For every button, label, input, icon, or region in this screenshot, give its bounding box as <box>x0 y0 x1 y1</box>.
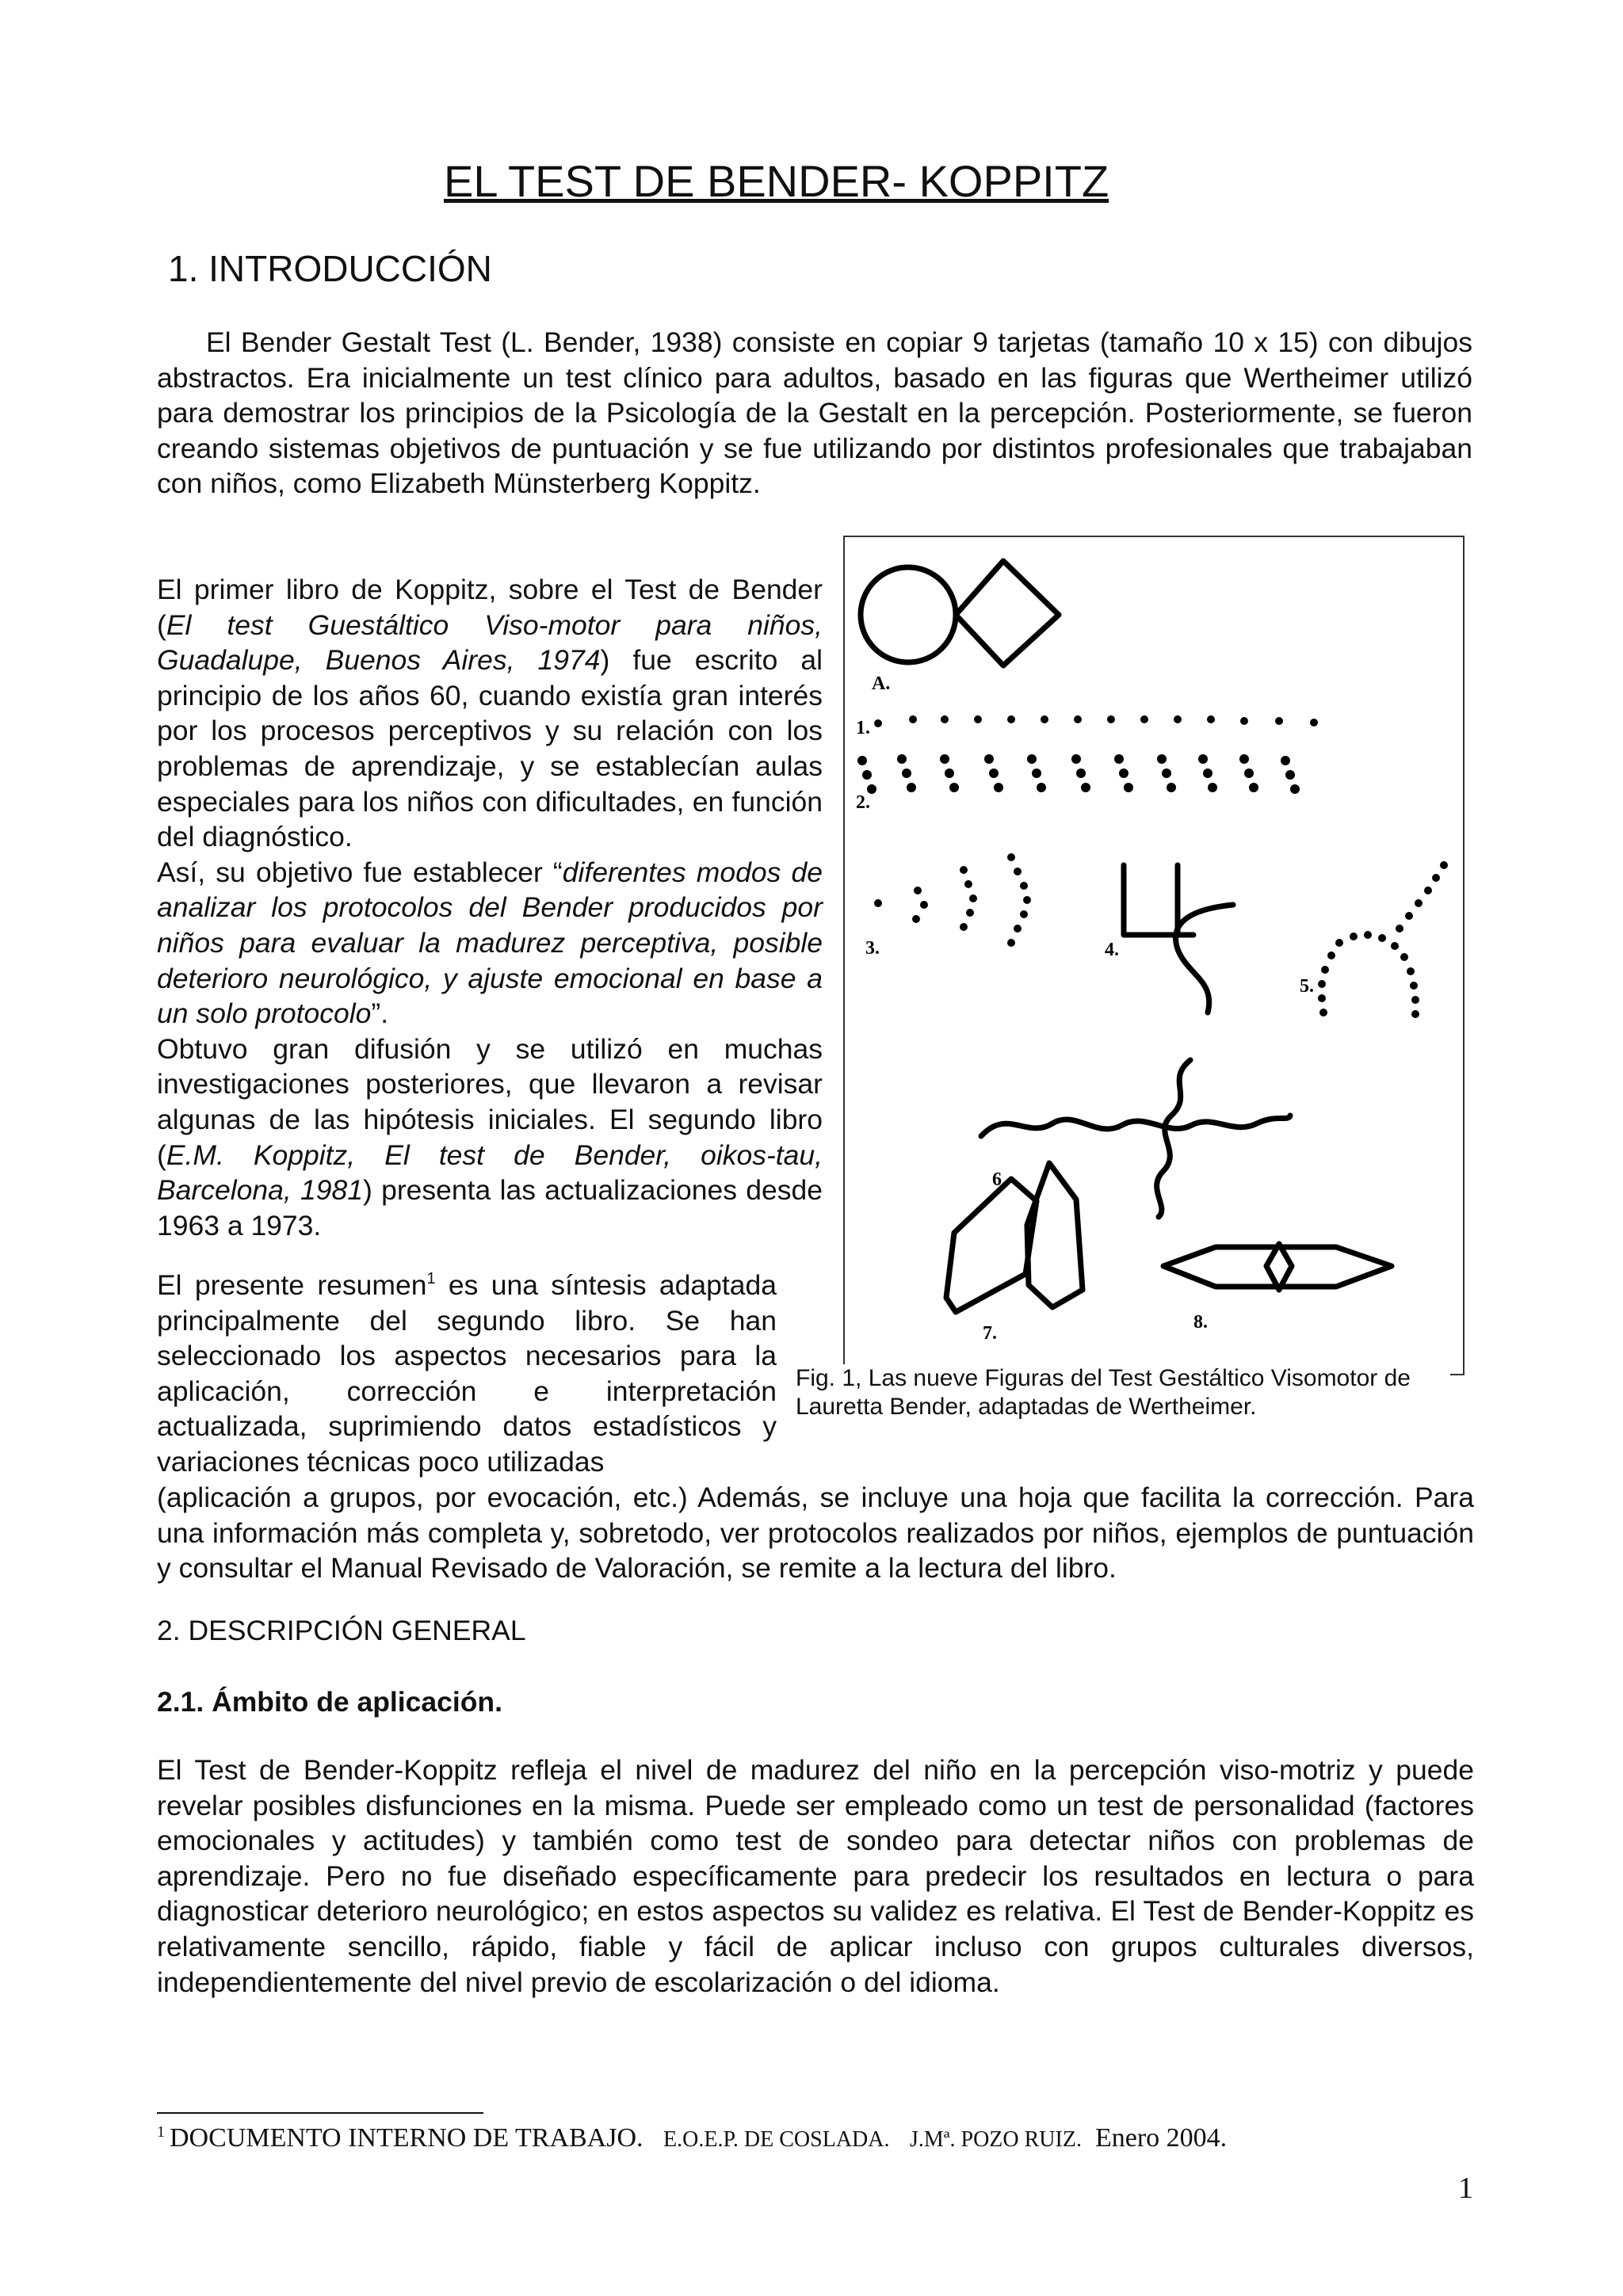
footnote-separator <box>157 2112 483 2114</box>
book2-reference: E.M. Koppitz, El test de Bender, oikos-tau, Barcelona, 1981 <box>157 1138 823 1207</box>
diffusion-text-b: ) presenta las actualizaciones desde 1963 a 1973. <box>157 1174 823 1241</box>
book1-text-b: ) fue escrito al principio de los años 60, cuando existía gran interés por los procesos perceptivos y su relación con los problemas de aprendizaje, y se establecían aulas especiales para los niños con dificultades, en función del diagnóstico. <box>157 644 823 853</box>
figure-label-5: 5. <box>1300 976 1314 997</box>
figure-2-dot-columns <box>857 754 1300 794</box>
figure-label-a: A. <box>872 673 891 694</box>
figure-label-6: 6. <box>992 1169 1006 1190</box>
figure-a-circle <box>861 567 956 662</box>
figure-8-diamond <box>1266 1244 1292 1290</box>
figure-5-dots <box>1318 861 1448 1018</box>
summary-paragraph <box>157 1268 777 1480</box>
figure-a-diamond <box>956 561 1059 666</box>
figure-3-dots <box>874 853 1031 947</box>
objective-text-b: ”. <box>371 997 389 1030</box>
summary-text-a: El presente resumen <box>157 1269 427 1301</box>
left-column-text <box>157 572 823 1243</box>
figure-6-vertical-wave <box>1157 1060 1190 1217</box>
page-title: EL TEST DE BENDER- KOPPITZ <box>444 156 1109 206</box>
bender-figure <box>843 536 1465 1375</box>
figure-4-curve <box>1176 905 1233 1013</box>
figure-caption: Fig. 1, Las nueve Figuras del Test Gestáltico Visomotor de Lauretta Bender, adaptadas de Wertheimer. <box>796 1364 1450 1421</box>
intro-paragraph: El Bender Gestalt Test (L. Bender, 1938) consiste en copiar 9 tarjetas (tamaño 10 x 15) con dibujos abstractos. Era inicialmente un test clínico para adultos, basado en las figuras que Wertheimer utilizó para demostrar los principios de la Psicología de la Gestalt en la percepción. Posteriormente, se fueron creando sistemas objetivos de puntuación y se fue utilizando por distintos profesionales que trabajaban con niños, como Elizabeth Münsterberg Koppitz. <box>157 326 1472 500</box>
figure-1-dots <box>874 715 1318 727</box>
summary-text-b: es una síntesis adaptada principalmente del segundo libro. Se han seleccionado los aspectos necesarios para la aplicación, corrección e interpretación actualizada, suprimiendo datos estadísticos y variaciones técnicas poco utilizadas <box>157 1269 777 1478</box>
figure-label-8: 8. <box>1193 1312 1208 1333</box>
footnote-doc: DOCUMENTO INTERNO DE TRABAJO. <box>170 2123 643 2153</box>
figure-6-horizontal-wave <box>981 1116 1290 1136</box>
ambito-paragraph: El Test de Bender-Koppitz refleja el nivel de madurez del niño en la percepción viso-motriz y puede revelar posibles disfunciones en la misma. Puede ser empleado como un test de personalidad (factores emocionales y actitudes) y también como test de sondeo para detectar niños con problemas de aprendizaje. Pero no fue diseñado específicamente para predecir los resultados en lectura o para diagnosticar deterioro neurológico; en estos aspectos su validez es relativa. El Test de Bender-Koppitz es relativamente sencillo, rápido, fiable y fácil de aplicar incluso con grupos culturales diversos, independientemente del nivel previo de escolarización o del idioma. <box>157 1754 1474 1998</box>
bender-figures-drawing <box>845 537 1463 1374</box>
figure-label-2: 2. <box>856 792 870 813</box>
section-heading-introduccion: 1. INTRODUCCIÓN <box>168 248 492 289</box>
book1-reference: El test Guestáltico Viso-motor para niños, Guadalupe, Buenos Aires, 1974 <box>157 608 823 677</box>
page-number: 1 <box>1458 2172 1473 2205</box>
diffusion-text-a: Obtuvo gran difusión y se utilizó en muchas investigaciones posteriores, que llevaron a revisar algunas de las hipótesis iniciales. El segundo libro ( <box>157 1032 823 1171</box>
figure-label-7: 7. <box>983 1323 997 1344</box>
figure-label-4: 4. <box>1105 940 1119 960</box>
subsection-heading-ambito: 2.1. Ámbito de aplicación. <box>157 1686 502 1718</box>
footnote-author: J.Mª. POZO RUIZ. <box>910 2127 1082 2152</box>
figure-8-hexagon <box>1163 1247 1392 1287</box>
objective-quote: diferentes modos de analizar los protocolos del Bender producidos por niños para evaluar la madurez perceptiva, posible deterioro neurológico, y ajuste emocional en base a un solo protocolo <box>157 856 823 1030</box>
figure-7-hexagon-left <box>946 1179 1037 1312</box>
footnote-mark: 1 <box>157 2123 165 2141</box>
footnote-date: Enero 2004. <box>1094 2123 1228 2153</box>
footnote-org: E.O.E.P. DE COSLADA. <box>663 2127 890 2152</box>
footnote-reference[interactable]: 1 <box>426 1270 436 1287</box>
objective-text-a: Así, su objetivo fue establecer “ <box>157 856 563 888</box>
figure-label-3: 3. <box>865 938 880 959</box>
figure-label-1: 1. <box>856 718 870 738</box>
summary-paragraph-continued: (aplicación a grupos, por evocación, etc.) Además, se incluye una hoja que facilita la corrección. Para una información más completa y, sobretodo, ver protocolos realizados por niños, ejemplos de puntuación y consultar el Manual Revisado de Valoración, se remite a la lectura del libro. <box>157 1482 1474 1585</box>
figure-7-hexagon-right <box>1027 1163 1083 1307</box>
section-heading-descripcion: 2. DESCRIPCIÓN GENERAL <box>157 1615 526 1646</box>
footnote <box>157 2123 1227 2153</box>
book1-text-a: El primer libro de Koppitz, sobre el Test de Bender ( <box>157 574 823 641</box>
